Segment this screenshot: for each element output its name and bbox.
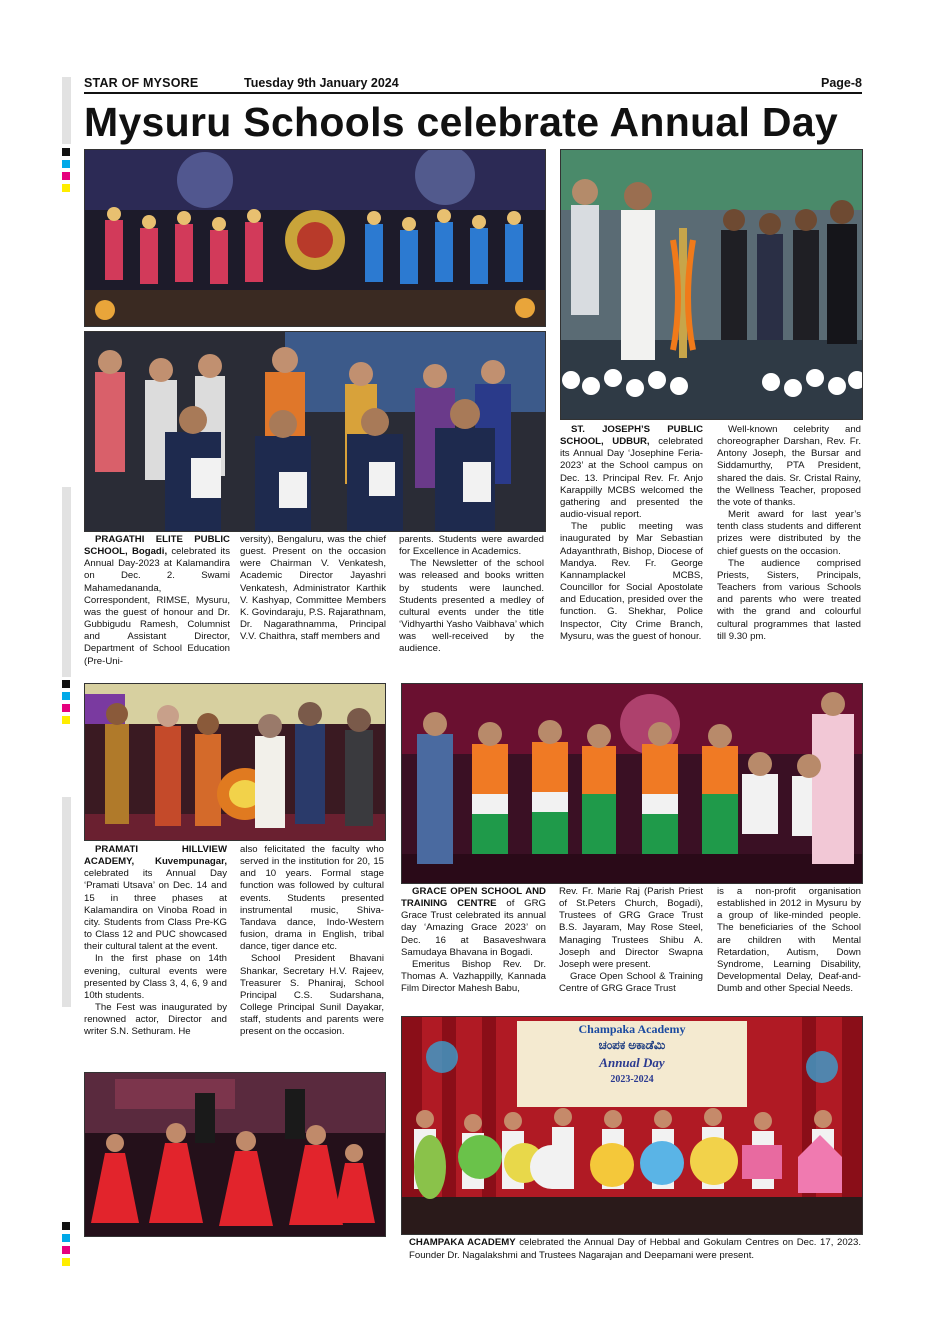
grace-text-2: Emeritus Bishop Rev. Dr. Thomas A. Vazhappilly, Kannada Film Director Mahesh Babu, xyxy=(401,958,546,995)
pramati-text-4: also felicitated the faculty who served in the institution for 20, 15 and 10 years. Formal stage function was followed by cultural events. Students presented instrumental music, Shiva-Tandava dance, Indo-Western fusion, drama in English, tribal dance, tiger dance etc. xyxy=(240,844,384,953)
pramati-lead: PRAMATI HILLVIEW ACADEMY, Kuvempunagar, xyxy=(84,844,227,868)
pramati-text-1: celebrated its Annual Day ‘Pramati Utsava’ on Dec. 14 and 15 in three phases at Kalamandira on Vinoba Road in city. Students from Class Pre-KG to Class 12 and PUC showcased their cultural talent at the event. xyxy=(84,868,227,953)
pramati-text-2: In the first phase on 14th evening, cultural events were presented by Class 3, 4, 6, 9 and 10th students. xyxy=(84,953,227,1001)
pragathi-lead: PRAGATHI ELITE PUBLIC SCHOOL, Bogadi, xyxy=(84,534,230,558)
pramati-column-1 xyxy=(84,844,227,1039)
header-rule xyxy=(84,92,862,94)
pragathi-text-2: versity), Bengaluru, was the chief guest. Present on the occasion were Chairman V. Venkatesh, Academic Director Jayashri Venkatesh, Administrator Karthik V. Kashyap, Committee Members K. Govindaraju, P.S. Rajarathnam, Dr. Nagarathnamma, Principal V.V. Chaithra, staff members and xyxy=(240,534,386,643)
pramati-text-5: School President Bhavani Shankar, Secretary H.V. Rajeev, Treasurer S. Phaniraj, School Principal C.S. Sudarshana, College Principal Sunil Dayakar, staff, students and parents were present on the occasion. xyxy=(240,953,384,1038)
pragathi-column-1 xyxy=(84,534,230,668)
pragathi-text-3b: The Newsletter of the school was released and books written by students were launched. Students presented a medley of cultural events under the title ‘Vidhyarthi Yasho Vaibhava’ which was well-received by the audience. xyxy=(399,558,544,655)
side-bar xyxy=(62,77,71,144)
grace-column-2 xyxy=(559,886,703,995)
grace-school-group-photo xyxy=(401,683,863,884)
stjoseph-text-4: Merit award for last year’s tenth class students and different prizes were distributed by the chief guests on the occasion. xyxy=(717,509,861,557)
side-bar xyxy=(62,797,71,1007)
publication-name: STAR OF MYSORE xyxy=(84,76,199,90)
banner-title-kannada: ಚಂಪಕ ಅಕಾಡೆಮಿ xyxy=(598,1038,666,1052)
side-bar xyxy=(62,487,71,677)
page-number: Page-8 xyxy=(821,76,862,90)
pramati-dance-photo xyxy=(84,1072,386,1237)
pramati-lamp-photo xyxy=(84,683,386,841)
banner-year: 2023-2024 xyxy=(610,1074,654,1085)
champaka-academy-photo xyxy=(401,1016,863,1235)
pragathi-text-3a: parents. Students were awarded for Excellence in Academics. xyxy=(399,534,544,558)
grace-lead: GRACE OPEN SCHOOL AND TRAINING CENTRE xyxy=(401,886,546,910)
grace-text-4: Grace Open School & Training Centre of GRG Grace Trust xyxy=(559,971,703,995)
issue-date: Tuesday 9th January 2024 xyxy=(244,76,399,90)
stjoseph-lead: ST. JOSEPH’S PUBLIC SCHOOL, UDBUR, xyxy=(560,424,703,448)
stjoseph-text-2: The public meeting was inaugurated by Mar Sebastian Adayanthrath, Bishop, Diocese of Mandya. Rev. Fr. George Kannamplackel MCBS, Councillor for Social Apostolate and Education, presided over the function. G. Shekhar, Police Inspector, City Crime Branch, Mysuru, was the guest of honour. xyxy=(560,521,703,642)
grace-text-5: is a non-profit organisation established in 2012 in Mysuru by a group of like-minded people. The beneficiaries of the School are children with Mental Retardation, Autism, Down Syndrome, Learning Disability, Developmental Delay, Deaf-and-Dumb and other Special Needs. xyxy=(717,886,861,995)
pramati-column-2 xyxy=(240,844,384,1039)
banner-annual-day: Annual Day xyxy=(599,1055,665,1070)
stjoseph-column-2 xyxy=(717,424,861,643)
pragathi-students-photo xyxy=(84,331,546,532)
stjoseph-column-1 xyxy=(560,424,703,643)
grace-text-3: Rev. Fr. Marie Raj (Parish Priest of St.Peters Church, Bogadi), Trustees of GRG Grace Trust B.S. Jayaram, May Rose Steel, Managing Trustees Shibu A. Joseph and Director Swapna Joseph were present. xyxy=(559,886,703,970)
pragathi-column-3 xyxy=(399,534,544,656)
grace-text-1: of GRG Grace Trust celebrated its annual day ‘Amazing Grace 2023’ on Dec. 16 at Basaveshwara Samudaya Bhavana in Bogadi. xyxy=(401,898,546,958)
stjoseph-text-1: celebrated its Annual Day ‘Josephine Feria-2023’ at the School campus on Dec. 13. Principal Rev. Fr. Anjo Karappilly MCBS welcomed the gathering and presented the audio-visual report. xyxy=(560,436,703,521)
pragathi-dance-photo xyxy=(84,149,546,327)
stjoseph-text-3: Well-known celebrity and choreographer Darshan, Rev. Fr. Antony Joseph, the Bursar and Siddamurthy, PTA President, shared the dais. Sr. Cristal Rainy, the Wellness Teacher, proposed the vote of thanks. xyxy=(717,424,861,508)
grace-column-1 xyxy=(401,886,546,995)
page-headline: Mysuru Schools celebrate Annual Day xyxy=(84,99,839,145)
pramati-text-3: The Fest was inaugurated by renowned actor, Director and writer S.N. Sethuram. He xyxy=(84,1002,227,1038)
st-joseph-lamp-photo xyxy=(560,149,863,420)
champaka-caption xyxy=(409,1237,861,1262)
champaka-lead: CHAMPAKA ACADEMY xyxy=(409,1237,516,1248)
champaka-text: celebrated the Annual Day of Hebbal and Gokulam Centres on Dec. 17, 2023. Founder Dr. Nagalakshmi and Trustees Nagarajan and Deepamani were present. xyxy=(409,1237,861,1261)
pragathi-column-2 xyxy=(240,534,386,643)
grace-column-3 xyxy=(717,886,861,995)
pragathi-text-1: celebrated its Annual Day-2023 at Kalamandira on Dec. 2. Swami Mahamedananda, Correspondent, RIMSE, Mysuru, was the guest of honour and Dr. Gubbigudu Ramesh, Columnist and Assistant Director, Department of School Education (Pre-Uni- xyxy=(84,546,230,667)
stjoseph-text-5: The audience comprised Priests, Sisters, Principals, Teachers from various Schools and parents who were treated with the grand and colourful cultural programmes that lasted till 9.30 pm. xyxy=(717,557,861,642)
banner-title: Champaka Academy xyxy=(578,1022,686,1036)
